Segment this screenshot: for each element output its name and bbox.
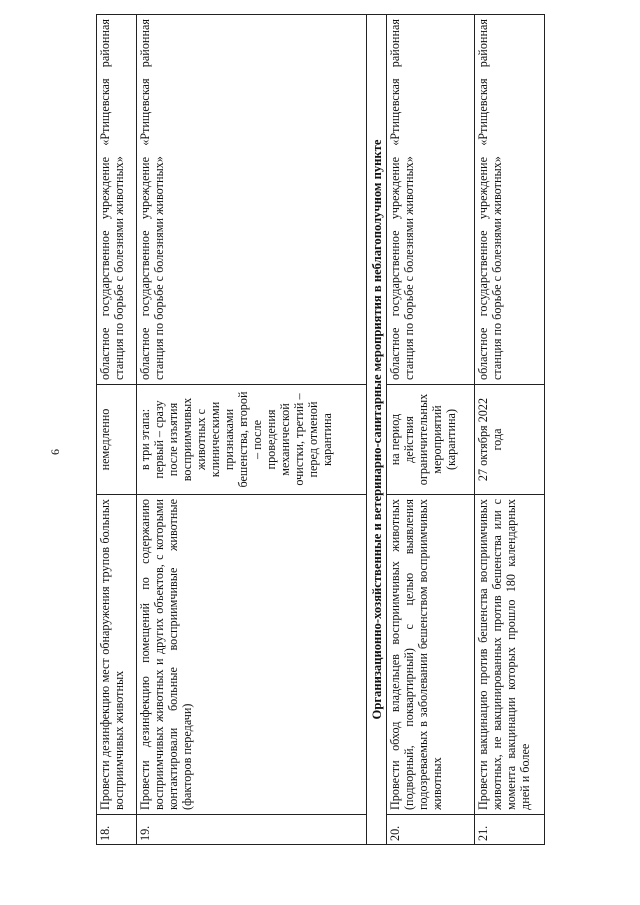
measure-cell: Провести дезинфекцию мест обнаружения трупов больных восприимчивых животных bbox=[97, 495, 137, 815]
row-number: 18. bbox=[97, 815, 137, 845]
responsible-cell: областное государственное учреждение «Ртищевская районная станция по борьбе с болезнями животных» bbox=[475, 15, 545, 385]
term-cell: немедленно bbox=[97, 385, 137, 495]
measure-cell: Провести вакцинацию против бешенства восприимчивых животных, не вакцинированных против бешенства или с момента вакцинации которых прошло 180 календарных дней и более bbox=[475, 495, 545, 815]
term-cell: в три этапа: первый – сразу после изъятия восприимчивых животных с клиническими признаками бешенства, второй – после проведения механической очистки, третий – перед отменой карантина bbox=[137, 385, 367, 495]
term-cell: на период действия ограничительных мероприятий (карантина) bbox=[387, 385, 475, 495]
table-row bbox=[97, 15, 137, 845]
measure-cell: Провести дезинфекцию помещений по содержанию восприимчивых животных и других объектов, с которыми контактировали больные восприимчивые животные (факторов передачи) bbox=[137, 495, 367, 815]
section-header: Организационно-хозяйственные и ветеринарно-санитарные мероприятия в неблагополучном пункте bbox=[367, 15, 387, 845]
measures-table bbox=[96, 14, 545, 845]
row-number: 21. bbox=[475, 815, 545, 845]
measure-cell: Провести обход владельцев восприимчивых животных (подворный, поквартирный) с целью выявления подозреваемых в заболевании бешенством восприимчивых животных bbox=[387, 495, 475, 815]
table-row bbox=[387, 15, 475, 845]
responsible-cell: областное государственное учреждение «Ртищевская районная станция по борьбе с болезнями животных» bbox=[97, 15, 137, 385]
rotated-table-container bbox=[96, 15, 544, 845]
responsible-cell: областное государственное учреждение «Ртищевская районная станция по борьбе с болезнями животных» bbox=[137, 15, 367, 385]
page-number: 6 bbox=[48, 449, 62, 455]
table-row bbox=[137, 15, 367, 845]
row-number: 19. bbox=[137, 815, 367, 845]
table-row bbox=[475, 15, 545, 845]
row-number: 20. bbox=[387, 815, 475, 845]
term-cell: 27 октября 2022 года bbox=[475, 385, 545, 495]
responsible-cell: областное государственное учреждение «Ртищевская районная станция по борьбе с болезнями животных» bbox=[387, 15, 475, 385]
section-header-row bbox=[367, 15, 387, 845]
